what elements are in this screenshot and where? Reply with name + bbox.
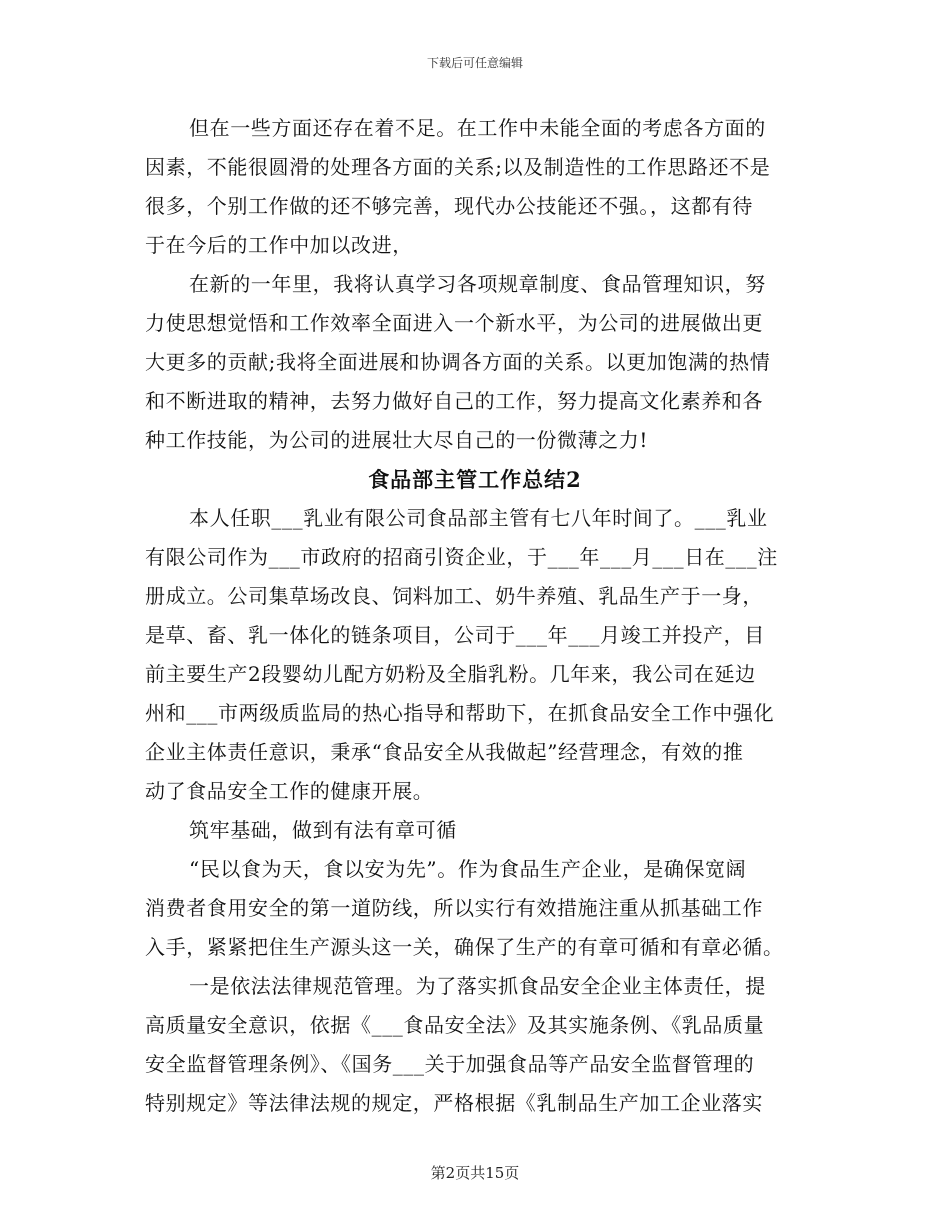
text-line: 在新的一年里，我将认真学习各项规章制度、食品管理知识，努 — [189, 272, 766, 296]
text-line: 因素，不能很圆滑的处理各方面的关系;以及制造性的工作思路还不是 — [145, 155, 771, 179]
text-line: 动了食品安全工作的健康开展。 — [145, 779, 434, 803]
text-line: 前主要生产2段婴幼儿配方奶粉及全脂乳粉。几年来，我公司在延边 — [145, 662, 756, 686]
text-line: 消费者食用安全的第一道防线，所以实行有效措施注重从抓基础工作 — [145, 896, 763, 920]
text-line: 但在一些方面还存在着不足。在工作中未能全面的考虑各方面的 — [189, 116, 766, 140]
text-line: 一是依法法律规范管理。为了落实抓食品安全企业主体责任，提 — [189, 974, 766, 998]
text-line: 高质量安全意识，依据《___食品安全法》及其实施条例、《乳品质量 — [145, 1013, 765, 1037]
page-footer: 第2页共15页 — [430, 1164, 520, 1182]
text-line: 种工作技能，为公司的进展壮大尽自己的一份微薄之力! — [145, 428, 649, 452]
body-text — [145, 109, 805, 1123]
text-line: 大更多的贡献;我将全面进展和协调各方面的关系。以更加饱满的热情 — [145, 350, 771, 374]
section-heading: 食品部主管工作总结2 — [368, 467, 582, 492]
text-line: 很多，个别工作做的还不够完善，现代办公技能还不强。，这都有待 — [145, 194, 753, 218]
text-line: 于在今后的工作中加以改进， — [145, 233, 413, 257]
header-note: 下载后可任意编辑 — [426, 56, 523, 70]
text-line: 企业主体责任意识，秉承“食品安全从我做起”经营理念，有效的推 — [145, 740, 744, 764]
text-line: 和不断进取的精神，去努力做好自己的工作，努力提高文化素养和各 — [145, 389, 763, 413]
text-line: “民以食为天，食以安为先”。作为食品生产企业，是确保宽阔 — [189, 857, 747, 881]
text-line: 力使思想觉悟和工作效率全面进入一个新水平，为公司的进展做出更 — [145, 311, 763, 335]
text-line: 特别规定》等法律法规的规定，严格根据《乳制品生产加工企业落实 — [145, 1091, 763, 1115]
text-line: 入手，紧紧把住生产源头这一关，确保了生产的有章可循和有章必循。 — [145, 935, 784, 959]
text-line: 是草、畜、乳一体化的链条项目，公司于___年___月竣工并投产，目 — [145, 623, 765, 647]
text-line: 安全监督管理条例》、《国务___关于加强食品等产品安全监督管理的 — [145, 1052, 755, 1076]
text-line: 州和___市两级质监局的热心指导和帮助下，在抓食品安全工作中强化 — [145, 701, 775, 725]
text-line: 有限公司作为___市政府的招商引资企业，于___年___月___日在___注 — [145, 545, 778, 569]
text-line: 本人任职___乳业有限公司食品部主管有七八年时间了。___乳业 — [189, 506, 768, 530]
subheading-line: 筑牢基础，做到有法有章可循 — [189, 818, 457, 842]
text-line: 册成立。公司集草场改良、饲料加工、奶牛养殖、乳品生产于一身， — [145, 584, 763, 608]
